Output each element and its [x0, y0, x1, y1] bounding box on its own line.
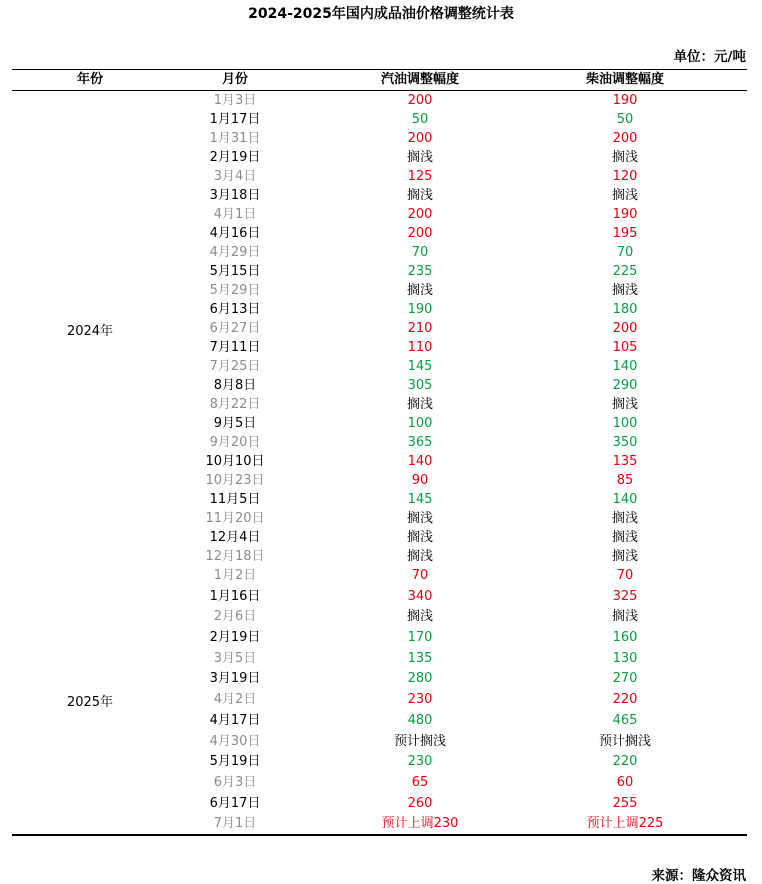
gasoline-cell: 365 [407, 435, 433, 450]
month-cell: 9月5日 [213, 416, 257, 431]
gasoline-cell: 预计上调230 [381, 816, 459, 832]
table-row [0, 148, 762, 167]
diesel-cell: 搁浅 [611, 609, 638, 625]
year-cell: 2025年 [66, 695, 114, 711]
header-year: 年份 [76, 72, 103, 87]
gasoline-cell: 210 [407, 321, 433, 336]
page-title: 2024-2025年国内成品油价格调整统计表 [248, 6, 514, 22]
month-cell: 5月29日 [209, 283, 261, 298]
table-row [0, 205, 762, 224]
table-row [0, 690, 762, 711]
header-month: 月份 [221, 72, 248, 87]
table-row [0, 186, 762, 205]
table-row [0, 752, 762, 773]
month-cell: 5月19日 [209, 754, 261, 770]
table-row [0, 669, 762, 690]
gasoline-cell: 230 [407, 692, 433, 708]
gasoline-cell: 70 [411, 568, 429, 583]
month-cell: 7月25日 [209, 359, 261, 374]
month-cell: 3月18日 [209, 188, 261, 203]
year-group-2025 [0, 566, 762, 835]
table-row [0, 243, 762, 262]
table-row [0, 338, 762, 357]
table-row [0, 357, 762, 376]
month-cell: 3月4日 [213, 169, 257, 184]
table-row [0, 732, 762, 753]
month-cell: 2月19日 [209, 150, 261, 165]
month-cell: 12月18日 [205, 549, 265, 564]
gasoline-cell: 140 [407, 454, 433, 469]
gasoline-cell: 125 [407, 169, 433, 184]
table-row [0, 528, 762, 547]
table-row [0, 814, 762, 835]
table-row [0, 773, 762, 794]
table-row [0, 319, 762, 338]
diesel-cell: 搁浅 [611, 397, 638, 412]
gasoline-cell: 110 [407, 340, 433, 355]
diesel-cell: 220 [612, 692, 638, 708]
month-cell: 4月16日 [209, 226, 261, 241]
table-row [0, 395, 762, 414]
source-label: 来源：隆众资讯 [651, 868, 746, 884]
table-row [0, 433, 762, 452]
table-row [0, 587, 762, 608]
gasoline-cell: 145 [407, 492, 433, 507]
table-row [0, 628, 762, 649]
month-cell: 4月2日 [213, 692, 257, 708]
diesel-cell: 搁浅 [611, 150, 638, 165]
month-cell: 1月31日 [209, 131, 261, 146]
table-row [0, 300, 762, 319]
diesel-cell: 搁浅 [611, 549, 638, 564]
month-cell: 9月20日 [209, 435, 261, 450]
month-cell: 8月22日 [209, 397, 261, 412]
table-row [0, 711, 762, 732]
diesel-cell: 190 [612, 93, 638, 108]
gasoline-cell: 190 [407, 302, 433, 317]
gasoline-cell: 230 [407, 754, 433, 770]
table-row [0, 490, 762, 509]
table-row [0, 452, 762, 471]
diesel-cell: 255 [612, 795, 638, 811]
diesel-cell: 50 [616, 112, 634, 127]
month-cell: 1月2日 [213, 568, 257, 583]
diesel-cell: 190 [612, 207, 638, 222]
gasoline-cell: 搁浅 [406, 150, 433, 165]
gasoline-cell: 搁浅 [406, 549, 433, 564]
diesel-cell: 465 [612, 712, 638, 728]
month-cell: 4月30日 [209, 733, 261, 749]
diesel-cell: 130 [612, 650, 638, 666]
year-cell: 2024年 [66, 323, 114, 339]
table-row [0, 471, 762, 490]
diesel-cell: 105 [612, 340, 638, 355]
table-row [0, 224, 762, 243]
diesel-cell: 180 [612, 302, 638, 317]
diesel-cell: 225 [612, 264, 638, 279]
gasoline-cell: 90 [411, 473, 429, 488]
month-cell: 1月17日 [209, 112, 261, 127]
table-body [0, 91, 762, 835]
gasoline-cell: 235 [407, 264, 433, 279]
gasoline-cell: 135 [407, 650, 433, 666]
header-diesel: 柴油调整幅度 [585, 72, 664, 87]
table-row [0, 376, 762, 395]
gasoline-cell: 170 [407, 630, 433, 646]
gasoline-cell: 480 [407, 712, 433, 728]
diesel-cell: 70 [616, 245, 634, 260]
table-row [0, 281, 762, 300]
month-cell: 3月19日 [209, 671, 261, 687]
table-row [0, 509, 762, 528]
month-cell: 11月20日 [205, 511, 265, 526]
table-row [0, 129, 762, 148]
table-row [0, 566, 762, 587]
month-cell: 8月8日 [213, 378, 257, 393]
month-cell: 7月1日 [213, 816, 257, 832]
month-cell: 6月17日 [209, 795, 261, 811]
diesel-cell: 160 [612, 630, 638, 646]
gasoline-cell: 145 [407, 359, 433, 374]
gasoline-cell: 65 [411, 774, 429, 790]
gasoline-cell: 搁浅 [406, 609, 433, 625]
diesel-cell: 350 [612, 435, 638, 450]
month-cell: 6月13日 [209, 302, 261, 317]
diesel-cell: 70 [616, 568, 634, 583]
month-cell: 4月29日 [209, 245, 261, 260]
gasoline-cell: 200 [407, 93, 433, 108]
table-row [0, 607, 762, 628]
diesel-cell: 120 [612, 169, 638, 184]
month-cell: 10月23日 [205, 473, 265, 488]
table-row [0, 794, 762, 815]
gasoline-cell: 305 [407, 378, 433, 393]
table-row [0, 110, 762, 129]
gasoline-cell: 搁浅 [406, 283, 433, 298]
month-cell: 3月5日 [213, 650, 257, 666]
year-group-2024 [0, 91, 762, 566]
diesel-cell: 270 [612, 671, 638, 687]
month-cell: 5月15日 [209, 264, 261, 279]
month-cell: 1月16日 [209, 588, 261, 604]
gasoline-cell: 340 [407, 588, 433, 604]
diesel-cell: 195 [612, 226, 638, 241]
gasoline-cell: 100 [407, 416, 433, 431]
month-cell: 4月1日 [213, 207, 257, 222]
diesel-cell: 200 [612, 321, 638, 336]
table-row [0, 649, 762, 670]
gasoline-cell: 搁浅 [406, 530, 433, 545]
diesel-cell: 搁浅 [611, 283, 638, 298]
diesel-cell: 预计上调225 [586, 816, 664, 832]
gasoline-cell: 搁浅 [406, 188, 433, 203]
diesel-cell: 预计搁浅 [598, 733, 651, 749]
diesel-cell: 220 [612, 754, 638, 770]
month-cell: 2月19日 [209, 630, 261, 646]
month-cell: 2月6日 [213, 609, 257, 625]
table-row [0, 547, 762, 566]
table-top-rule [12, 69, 747, 70]
gasoline-cell: 70 [411, 245, 429, 260]
header-gasoline: 汽油调整幅度 [380, 72, 459, 87]
diesel-cell: 325 [612, 588, 638, 604]
diesel-cell: 135 [612, 454, 638, 469]
gasoline-cell: 260 [407, 795, 433, 811]
month-cell: 11月5日 [209, 492, 261, 507]
diesel-cell: 搁浅 [611, 530, 638, 545]
month-cell: 7月11日 [209, 340, 261, 355]
month-cell: 12月4日 [209, 530, 261, 545]
diesel-cell: 140 [612, 492, 638, 507]
diesel-cell: 搁浅 [611, 511, 638, 526]
gasoline-cell: 280 [407, 671, 433, 687]
gasoline-cell: 200 [407, 207, 433, 222]
gasoline-cell: 200 [407, 131, 433, 146]
month-cell: 1月3日 [213, 93, 257, 108]
diesel-cell: 60 [616, 774, 634, 790]
gasoline-cell: 搁浅 [406, 511, 433, 526]
month-cell: 6月3日 [213, 774, 257, 790]
unit-label: 单位：元/吨 [673, 49, 746, 65]
month-cell: 4月17日 [209, 712, 261, 728]
diesel-cell: 100 [612, 416, 638, 431]
table-row [0, 414, 762, 433]
diesel-cell: 200 [612, 131, 638, 146]
diesel-cell: 搁浅 [611, 188, 638, 203]
diesel-cell: 290 [612, 378, 638, 393]
month-cell: 10月10日 [205, 454, 265, 469]
table-row [0, 262, 762, 281]
gasoline-cell: 预计搁浅 [393, 733, 446, 749]
table-row [0, 91, 762, 110]
gasoline-cell: 50 [411, 112, 429, 127]
gasoline-cell: 搁浅 [406, 397, 433, 412]
diesel-cell: 85 [616, 473, 634, 488]
month-cell: 6月27日 [209, 321, 261, 336]
table-bottom-rule [12, 834, 747, 836]
gasoline-cell: 200 [407, 226, 433, 241]
table-row [0, 167, 762, 186]
diesel-cell: 140 [612, 359, 638, 374]
